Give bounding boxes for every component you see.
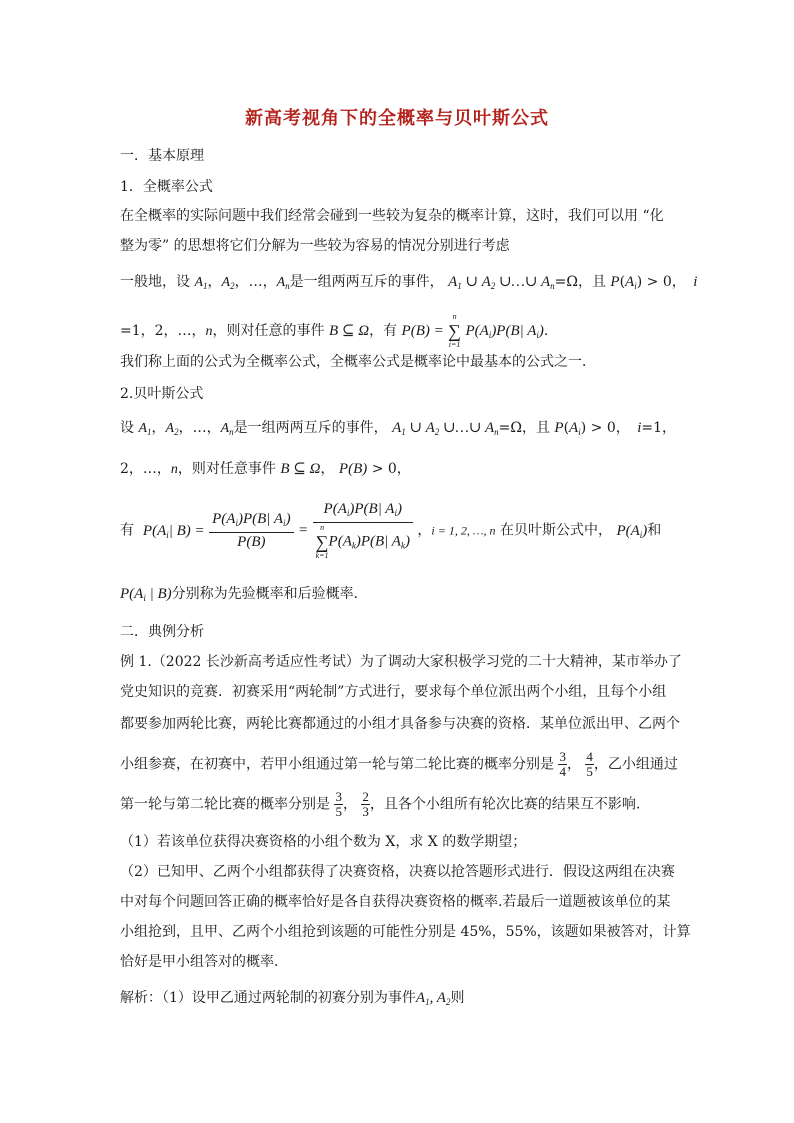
definition-line2: =1，2，…，n，则对任意的事件 B ⊆ Ω，有 P(B) = n ∑ i=1 $P(A_i)P(B|$ $A_i$). xyxy=(120,312,549,349)
subheading-total-probability: 1．全概率公式 xyxy=(120,179,213,195)
bayes-line2: 2，…，n，则对任意事件 B ⊆ Ω， P(B) > 0， xyxy=(120,461,411,477)
section-heading-basic-principles: 一．基本原理 xyxy=(120,148,204,164)
question-2-line4: 恰好是甲小组答对的概率． xyxy=(120,954,288,970)
definition-line1: 一般地，设 $A_1$，$A_2$，…，$A_n$是一组两两互斥的事件， $A_1$ ∪ $A_2$ ∪…∪ $A_n=\Omega$，且 $P(A_i) > 0$， i xyxy=(120,274,698,291)
question-2-line2: 中对每个问题回答正确的概率恰好是各自获得决赛资格的概率.若最后一道题被该单位的某 xyxy=(120,894,671,910)
paragraph-intro-line1: 在全概率的实际问题中我们经常会碰到一些较为复杂的概率计算，这时，我们可以用 “化 xyxy=(120,208,664,224)
example-line2: 党史知识的竞赛．初赛采用“两轮制”方式进行，要求每个单位派出两个小组，且每个小组 xyxy=(120,684,667,700)
paragraph-formula-note: 我们称上面的公式为全概率公式，全概率公式是概率论中最基本的公式之一． xyxy=(120,354,596,370)
example-line5: 第一轮与第二轮比赛的概率分别是 $\frac{3}{5}$ ， $\frac{2}{3}$ ，且各个小组所有轮次比赛的结果互不影响. xyxy=(120,789,641,819)
paragraph-intro-line2: 整为零” 的思想将它们分解为一些较为容易的情况分别进行考虑 xyxy=(120,238,510,254)
bayes-prior-posterior: $P(A_i$ | B)分别称为先验概率和后验概率． xyxy=(120,586,368,603)
bayes-formula-line: 有 $P(A_i|$ B) = $\frac{P(A_i)P(B| A_i)}{P(B)}$ = $P(A_i)P(B|$ $A_i$) n ∑ k=1 $P(A_k)P(B|$ $A_k$) ，i = 1, 2, …, n 在贝叶斯公式中， $P(A_i)$和 xyxy=(120,501,662,560)
solution-line1: 解析：（1）设甲乙通过两轮制的初赛分别为事件$A_1$, $A_2$则 xyxy=(120,990,465,1007)
page-title: 新高考视角下的全概率与贝叶斯公式 xyxy=(245,108,549,129)
example-line3: 都要参加两轮比赛，两轮比赛都通过的小组才具备参与决赛的资格．某单位派出甲、乙两个 xyxy=(120,716,680,732)
example-line1: 例 1.（2022 长沙新高考适应性考试）为了调动大家积极学习党的二十大精神，某市举办了 xyxy=(120,654,682,670)
question-1: （1）若该单位获得决赛资格的小组个数为 X，求 X 的数学期望； xyxy=(120,834,527,850)
question-2-line3: 小组抢到，且甲、乙两个小组抢到该题的可能性分别是 45%，55%，该题如果被答对，计算 xyxy=(120,924,691,940)
bayes-line1: 设 $A_1$，$A_2$，…，$A_n$是一组两两互斥的事件， $A_1$ ∪ $A_2$ ∪…∪ $A_n=\Omega$，且 $P(A_i) > 0$， i=1， xyxy=(120,420,677,437)
example-line4: 小组参赛，在初赛中，若甲小组通过第一轮与第二轮比赛的概率分别是 $\frac{3}{4}$ ， $\frac{4}{5}$ ，乙小组通过 xyxy=(120,749,678,779)
question-2-line1: （2）已知甲、乙两个小组都获得了决赛资格，决赛以抢答题形式进行．假设这两组在决赛 xyxy=(120,864,675,880)
section-heading-examples: 二．典例分析 xyxy=(120,624,204,640)
subheading-bayes: 2.贝叶斯公式 xyxy=(120,386,204,402)
